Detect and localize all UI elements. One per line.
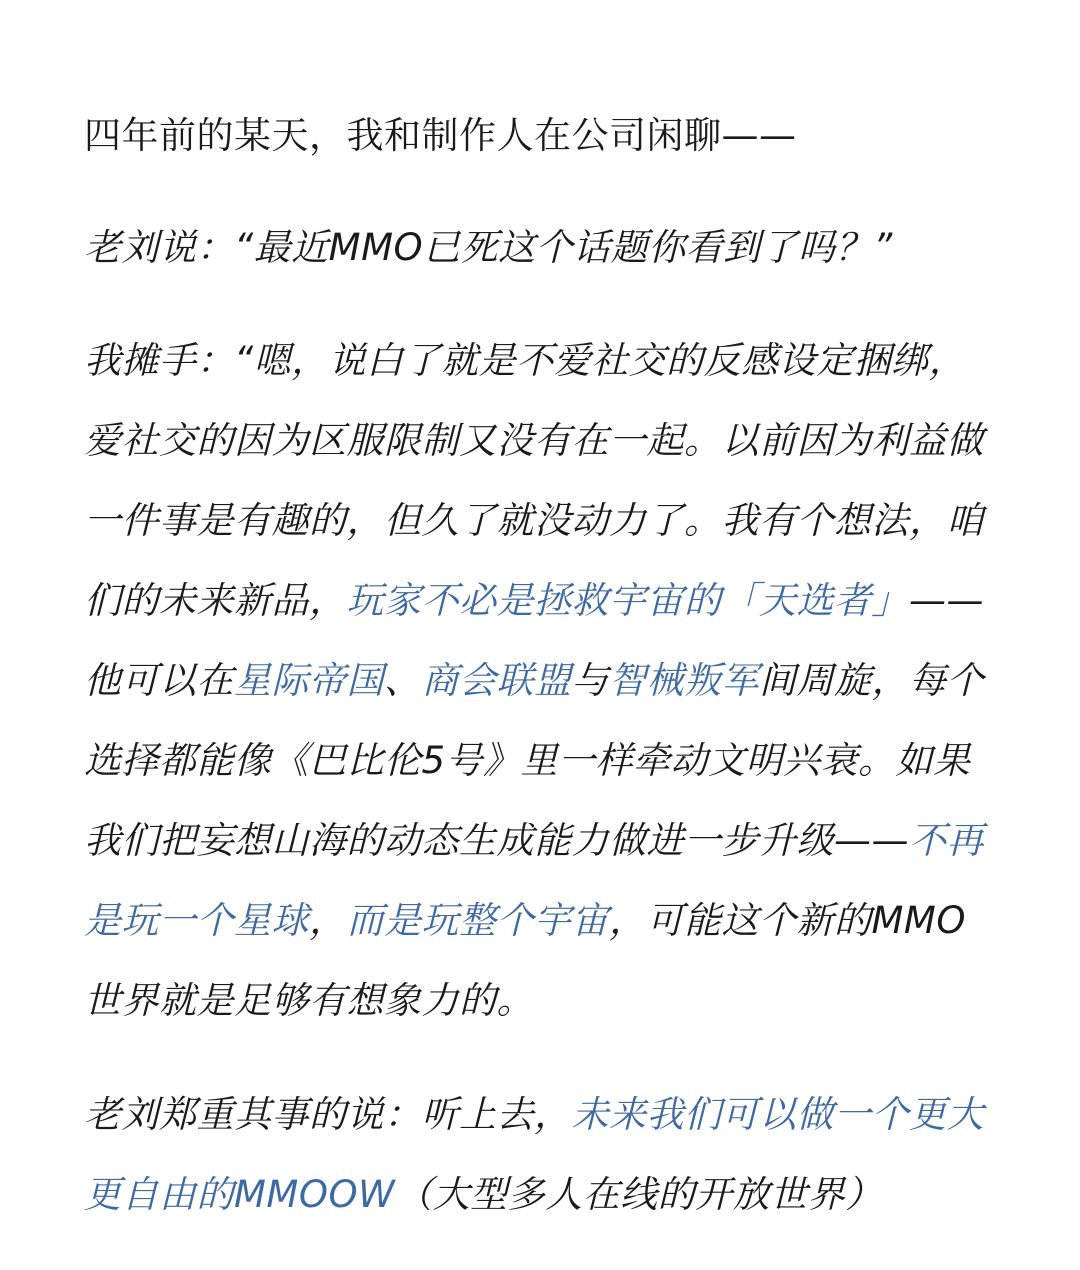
highlight-phrase: 不再是玩一个星球 <box>84 819 984 942</box>
highlight-phrase: 星际帝国 <box>234 659 384 702</box>
paragraph-intro <box>84 96 1002 176</box>
text-segment: 与 <box>571 659 609 702</box>
text-segment: 四年前的某天，我和制作人在公司闲聊—— <box>84 114 797 157</box>
highlight-phrase: 玩家不必是拯救宇宙的「天选者」 <box>346 579 909 622</box>
text-segment: ，可能这个新的MMO世界就是足够有想象力的。 <box>84 899 966 1022</box>
text-segment: 我摊手：“嗯，说白了就是不爱社交的反感设定捆绑，爱社交的因为区服限制又没有在一起。以前因为利益做一件事是有趣的，但久了就没动力了。我有个想法，咱们的未来新品， <box>84 339 984 622</box>
highlight-phrase: 而是玩整个宇宙 <box>346 899 609 942</box>
highlight-phrase: 未来我们可以做一个更大更自由的MMOOW <box>84 1093 984 1216</box>
paragraph-laoliu-question <box>84 208 1002 288</box>
text-segment: ， <box>309 899 347 942</box>
text-segment: 、 <box>384 659 422 702</box>
text-segment: 间周旋，每个选择都能像《巴比伦5号》里一样牵动文明兴衰。如果我们把妄想山海的动态生成能力做进一步升级—— <box>84 659 984 862</box>
text-segment: 老刘说：“最近MMO已死这个话题你看到了吗？” <box>84 226 893 269</box>
article-body <box>84 96 1002 1269</box>
paragraph-laoliu-conclusion <box>84 1075 1002 1235</box>
text-segment: （大型多人在线的开放世界） <box>395 1173 883 1216</box>
paragraph-my-reply <box>84 321 1002 1041</box>
text-segment: ——他可以在 <box>84 579 984 702</box>
text-segment: 老刘郑重其事的说：听上去， <box>84 1093 572 1136</box>
highlight-phrase: 商会联盟 <box>421 659 572 702</box>
highlight-phrase: 智械叛军 <box>609 659 759 702</box>
